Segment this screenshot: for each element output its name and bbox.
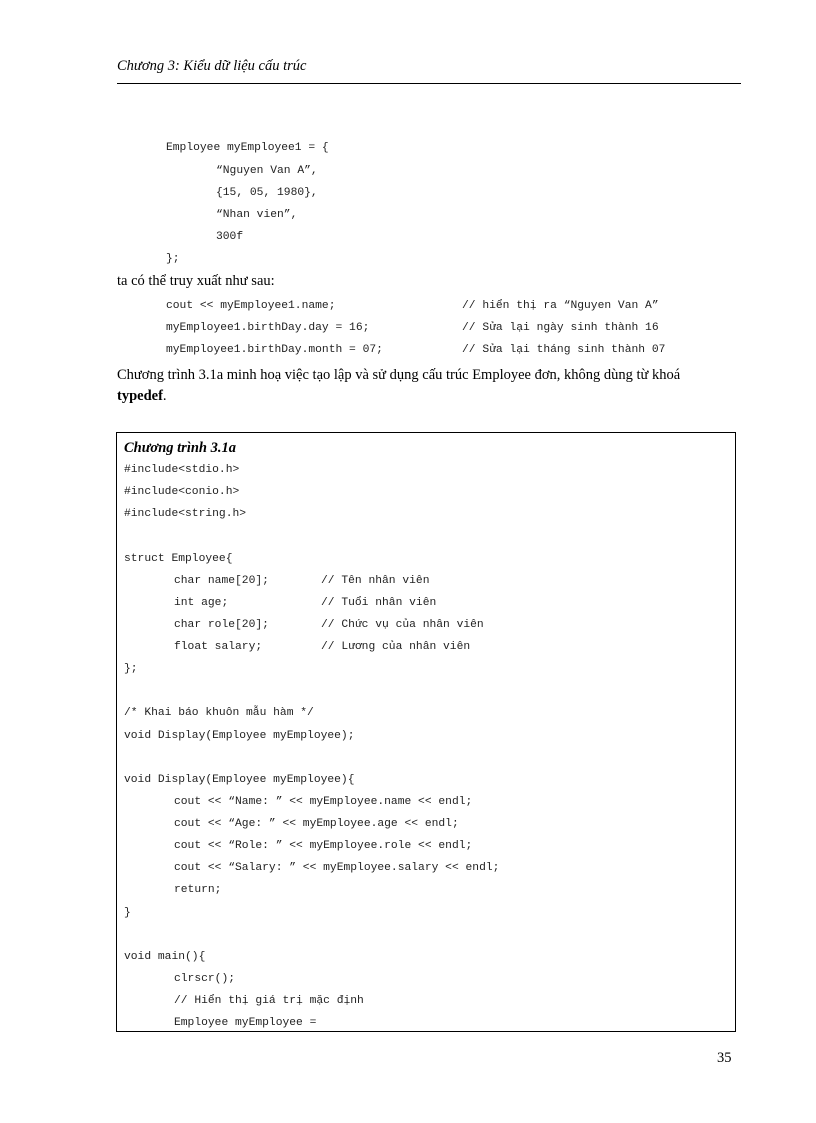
code-line: cout << myEmployee1.name; — [166, 300, 336, 312]
code-comment: // Sửa lại ngày sinh thành 16 — [462, 322, 659, 334]
code-line: clrscr(); — [174, 973, 236, 985]
code-line: “Nhan vien”, — [216, 209, 298, 221]
code-line: float salary; — [174, 641, 263, 653]
program-title: Chương trình 3.1a — [124, 440, 236, 456]
paragraph-end: . — [162, 388, 167, 404]
code-line: void main(){ — [124, 951, 206, 963]
code-line: #include<string.h> — [124, 508, 247, 520]
code-comment: // hiển thị ra “Nguyen Van A” — [462, 300, 659, 312]
paragraph-line — [117, 387, 167, 405]
keyword-bold: typedef — [117, 388, 163, 404]
code-comment: // Lương của nhân viên — [321, 641, 471, 653]
code-line: cout << “Age: ” << myEmployee.age << endl; — [174, 818, 459, 830]
code-line: cout << “Role: ” << myEmployee.role << endl; — [174, 840, 473, 852]
code-line: // Hiển thị giá trị mặc định — [174, 995, 364, 1007]
chapter-header: Chương 3: Kiểu dữ liệu cấu trúc — [117, 58, 307, 74]
body-text: ta có thể truy xuất như sau: — [117, 273, 275, 289]
code-line: char role[20]; — [174, 619, 269, 631]
code-line: Employee myEmployee = — [174, 1017, 317, 1029]
page-number: 35 — [717, 1050, 732, 1066]
code-line: {15, 05, 1980}, — [216, 187, 318, 199]
code-line: } — [124, 907, 131, 919]
code-line: 300f — [216, 231, 244, 243]
code-line: char name[20]; — [174, 575, 269, 587]
code-line: cout << “Name: ” << myEmployee.name << endl; — [174, 796, 473, 808]
code-line: void Display(Employee myEmployee){ — [124, 774, 355, 786]
code-line: Employee myEmployee1 = { — [166, 142, 329, 154]
code-line: myEmployee1.birthDay.day = 16; — [166, 322, 370, 334]
code-line: }; — [124, 663, 138, 675]
code-comment: // Tuổi nhân viên — [321, 597, 437, 609]
header-divider — [117, 83, 741, 84]
code-comment: // Sửa lại tháng sinh thành 07 — [462, 344, 666, 356]
code-line: #include<conio.h> — [124, 486, 240, 498]
paragraph-line: Chương trình 3.1a minh hoạ việc tạo lập và sử dụng cấu trúc Employee đơn, không dùng từ khoá — [117, 367, 681, 383]
code-line: myEmployee1.birthDay.month = 07; — [166, 344, 383, 356]
code-line: void Display(Employee myEmployee); — [124, 730, 355, 742]
code-line: “Nguyen Van A”, — [216, 165, 318, 177]
code-line: return; — [174, 884, 222, 896]
code-line: }; — [166, 253, 180, 265]
code-line: cout << “Salary: ” << myEmployee.salary << endl; — [174, 862, 500, 874]
code-line: struct Employee{ — [124, 553, 233, 565]
code-line: int age; — [174, 597, 229, 609]
code-comment: // Chức vụ của nhân viên — [321, 619, 484, 631]
code-line: #include<stdio.h> — [124, 464, 240, 476]
code-line: /* Khai báo khuôn mẫu hàm */ — [124, 707, 314, 719]
code-comment: // Tên nhân viên — [321, 575, 430, 587]
